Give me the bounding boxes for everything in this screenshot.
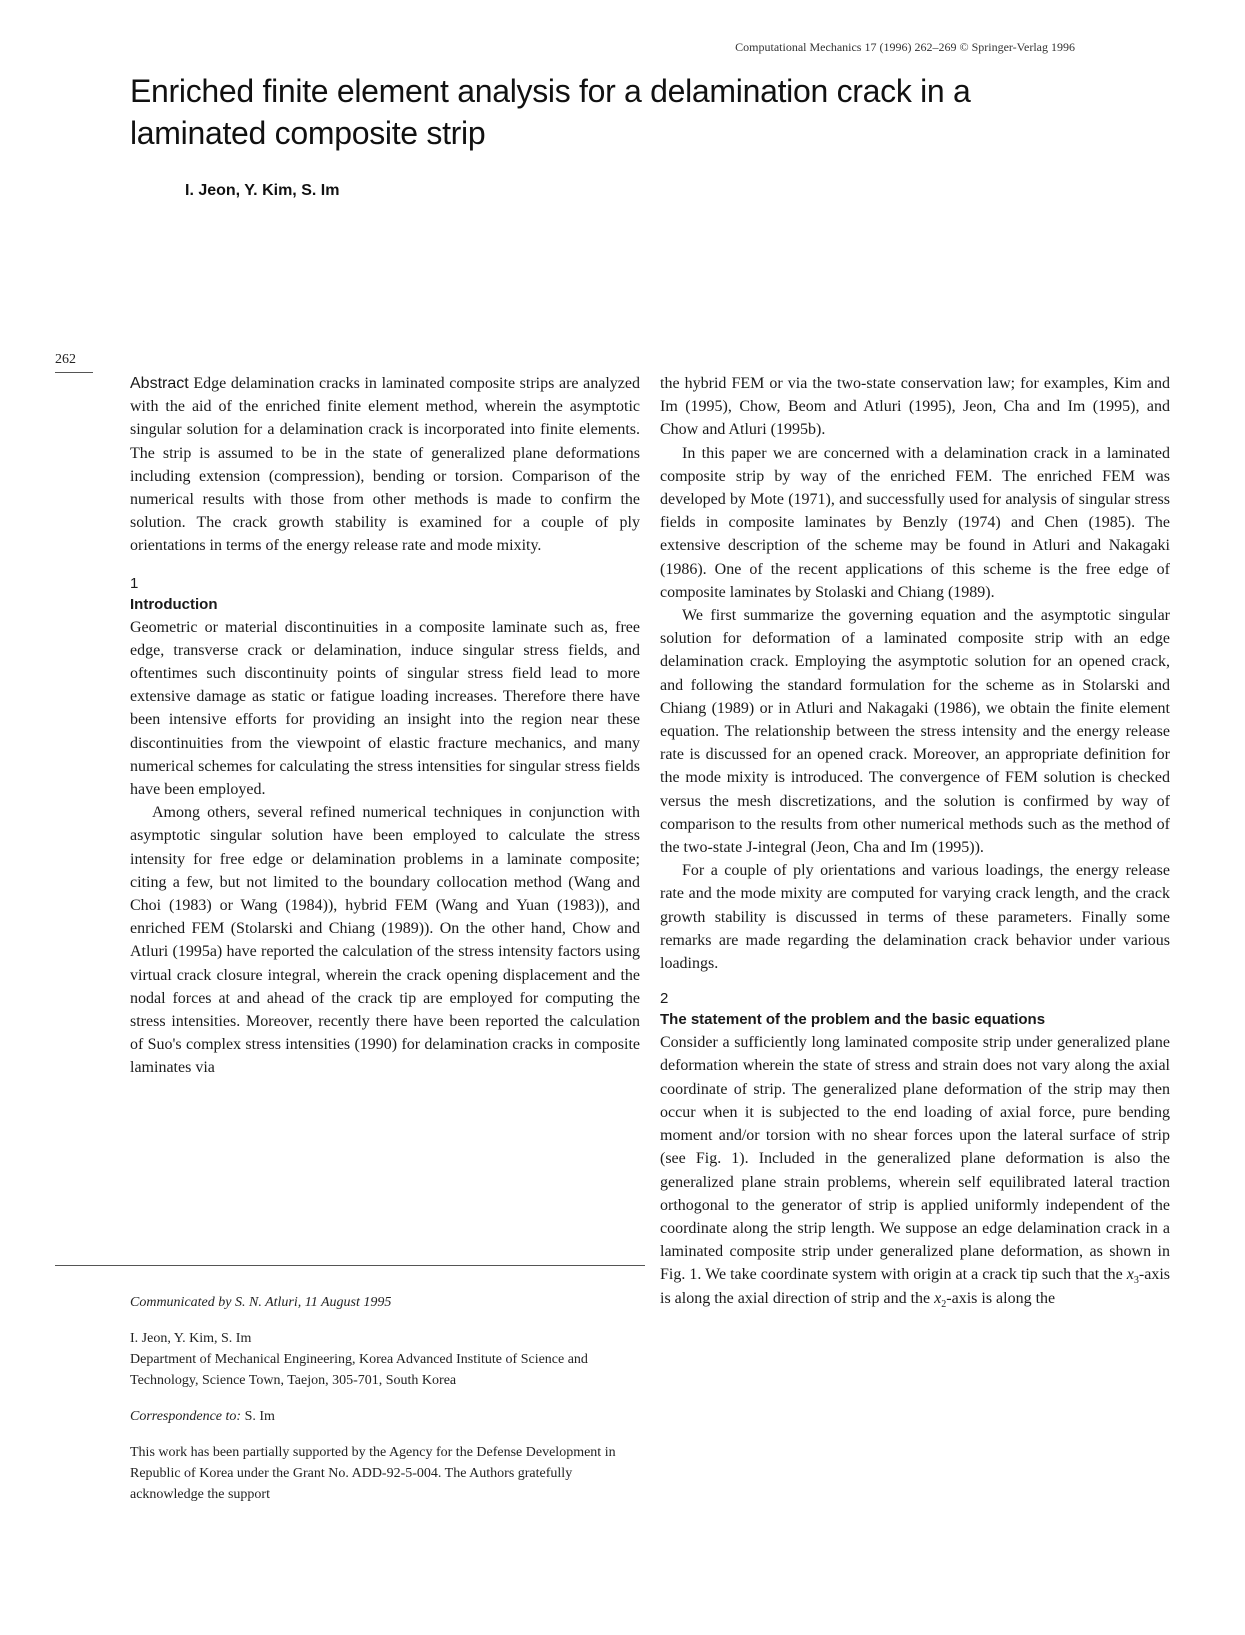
journal-citation: Computational Mechanics 17 (1996) 262–269 © Springer-Verlag 1996 (735, 40, 1075, 54)
paper-title: Enriched finite element analysis for a delamination crack in a laminated composite strip (130, 73, 971, 151)
intro-paragraph-5: For a couple of ply orientations and various loadings, the energy release rate and the mode mixity are computed for varying crack length, and the crack growth stability is discussed in terms of these parameters. Finally some remarks are made regarding the delamination crack behavior under various loadings. (660, 862, 1170, 973)
footnote-rule (55, 1265, 645, 1266)
left-column (130, 372, 640, 1080)
intro-paragraph-3: In this paper we are concerned with a delamination crack in a laminated composite strip by way of the enriched FEM. The enriched FEM was developed by Mote (1971), and successfully used for analysis of singular stress fields in composite laminates by Benzly (1974) and Chen (1985). The extensive description of the scheme may be found in Atluri and Nakagaki (1986). One of the recent applications of this scheme is the free edge of composite laminates by Stolaski and Chiang (1989). (660, 444, 1170, 601)
subscript-2: 2 (941, 1298, 947, 1310)
abstract-label: Abstract (130, 375, 189, 392)
intro-paragraph-4: We first summarize the governing equation and the asymptotic singular solution for deformation of a laminated composite strip with an edge delamination crack. Employing the asymptotic solution for an opened crack, and following the standard formulation for the scheme as in Stolarski and Chiang (1989) or in Atluri and Nakagaki (1986), we obtain the finite element equation. The relationship between the stress intensity and the energy release rate is discussed for an opened crack. Moreover, an appropriate definition for the mode mixity is introduced. The convergence of FEM solution is checked versus the mesh discretizations, and the solution is confirmed by way of comparison to the results from other numerical methods such as the method of the two-state J-integral (Jeon, Cha and Im (1995)). (660, 607, 1170, 857)
intro-paragraph-2-continued: the hybrid FEM or via the two-state conservation law; for examples, Kim and Im (1995), Chow, Beom and Atluri (1995), Jeon, Cha and Im (1995), and Chow and Atluri (1995b). (660, 375, 1170, 439)
correspondence-label: Correspondence to: (130, 1409, 242, 1424)
footnote-authors: I. Jeon, Y. Kim, S. Im (130, 1331, 252, 1346)
section-number-1: 1 (130, 574, 139, 592)
section2-text-c: -axis is along the (946, 1289, 1056, 1307)
footnotes (130, 1292, 640, 1505)
footnote-affiliation: Department of Mechanical Engineering, Korea Advanced Institute of Science and Technology, Science Town, Taejon, 305-701, South Korea (130, 1352, 588, 1388)
footnote-support: This work has been partially supported by the Agency for the Defense Development in Republic of Korea under the Grant No. ADD-92-5-004. The Authors gratefully acknowledge the support (130, 1445, 616, 1502)
footnote-communicated: Communicated by S. N. Atluri, 11 August 1995 (130, 1295, 392, 1310)
section-title-problem-statement: The statement of the problem and the basic equations (660, 1011, 1046, 1029)
intro-paragraph-1: Geometric or material discontinuities in a composite laminate such as, free edge, transverse crack or delamination, induce singular stress fields, and oftentimes such discontinuity points of singular stress field lead to more extensive damage as static or fatigue loading increases. Therefore there have been intensive efforts for providing an insight into the region near these discontinuities from the viewpoint of elastic fracture mechanics, and many numerical schemes for calculating the stress intensities for singular stress fields have been employed. (130, 618, 640, 799)
section2-paragraph-1 (660, 1031, 1170, 1309)
section2-text-a: Consider a sufficiently long laminated composite strip under generalized plane deformation wherein the state of stress and strain does not vary along the axial coordinate of strip. The generalized plane deformation of the strip may then occur when it is subjected to the end loading of axial force, pure bending moment and/or torsion with no shear forces upon the lateral surface of strip (see Fig. 1). Included in the generalized plane deformation is also the generalized plane strain problems, wherein self equilibrated lateral traction orthogonal to the generator of strip is applied uniformly independent of the coordinate along the strip length. We suppose an edge delamination crack in a laminated composite strip under generalized plane deformation, as shown in Fig. 1. We take coordinate system with origin at a crack tip such that the (660, 1034, 1170, 1284)
abstract (130, 372, 640, 558)
intro-paragraph-2: Among others, several refined numerical techniques in conjunction with asymptotic singular solution have been employed to calculate the stress intensity for free edge or delamination problems in a laminate composite; citing a few, but not limited to the boundary collocation method (Wang and Choi (1983) or Wang (1984)), hybrid FEM (Wang and Yuan (1983)), and enriched FEM (Stolarski and Chiang (1989)). On the other hand, Chow and Atluri (1995a) have reported the calculation of the stress intensity factors using virtual crack closure integral, wherein the crack opening displacement and the nodal forces at and ahead of the crack tip are employed for computing the stress intensities. Moreover, recently there have been reported the calculation of Suo's complex stress intensities (1990) for delamination cracks in composite laminates via (130, 804, 640, 1077)
correspondence-name: S. Im (244, 1409, 275, 1424)
section2-text-b: -axis is along the axial direction of strip and the (660, 1266, 1170, 1307)
subscript-3: 3 (1133, 1275, 1139, 1287)
page-number: 262 (55, 352, 76, 367)
abstract-text: Edge delamination cracks in laminated composite strips are analyzed with the aid of the enriched finite element method, wherein the asymptotic singular solution for a delamination crack is incorporated into finite elements. The strip is assumed to be in the state of generalized plane deformations including extension (compression), bending or torsion. Comparison of the numerical results with those from other methods is made to confirm the solution. The crack growth stability is examined for a couple of ply orientations in terms of the energy release rate and mode mixity. (130, 375, 641, 555)
right-column (660, 372, 1170, 1310)
footnote-correspondence (130, 1406, 640, 1427)
page-number-rule (55, 372, 93, 373)
variable-x: x (1126, 1266, 1134, 1284)
variable-x: x (934, 1289, 942, 1307)
author-list: I. Jeon, Y. Kim, S. Im (185, 182, 340, 199)
section-title-introduction: Introduction (130, 595, 218, 613)
section-number-2: 2 (660, 990, 669, 1008)
